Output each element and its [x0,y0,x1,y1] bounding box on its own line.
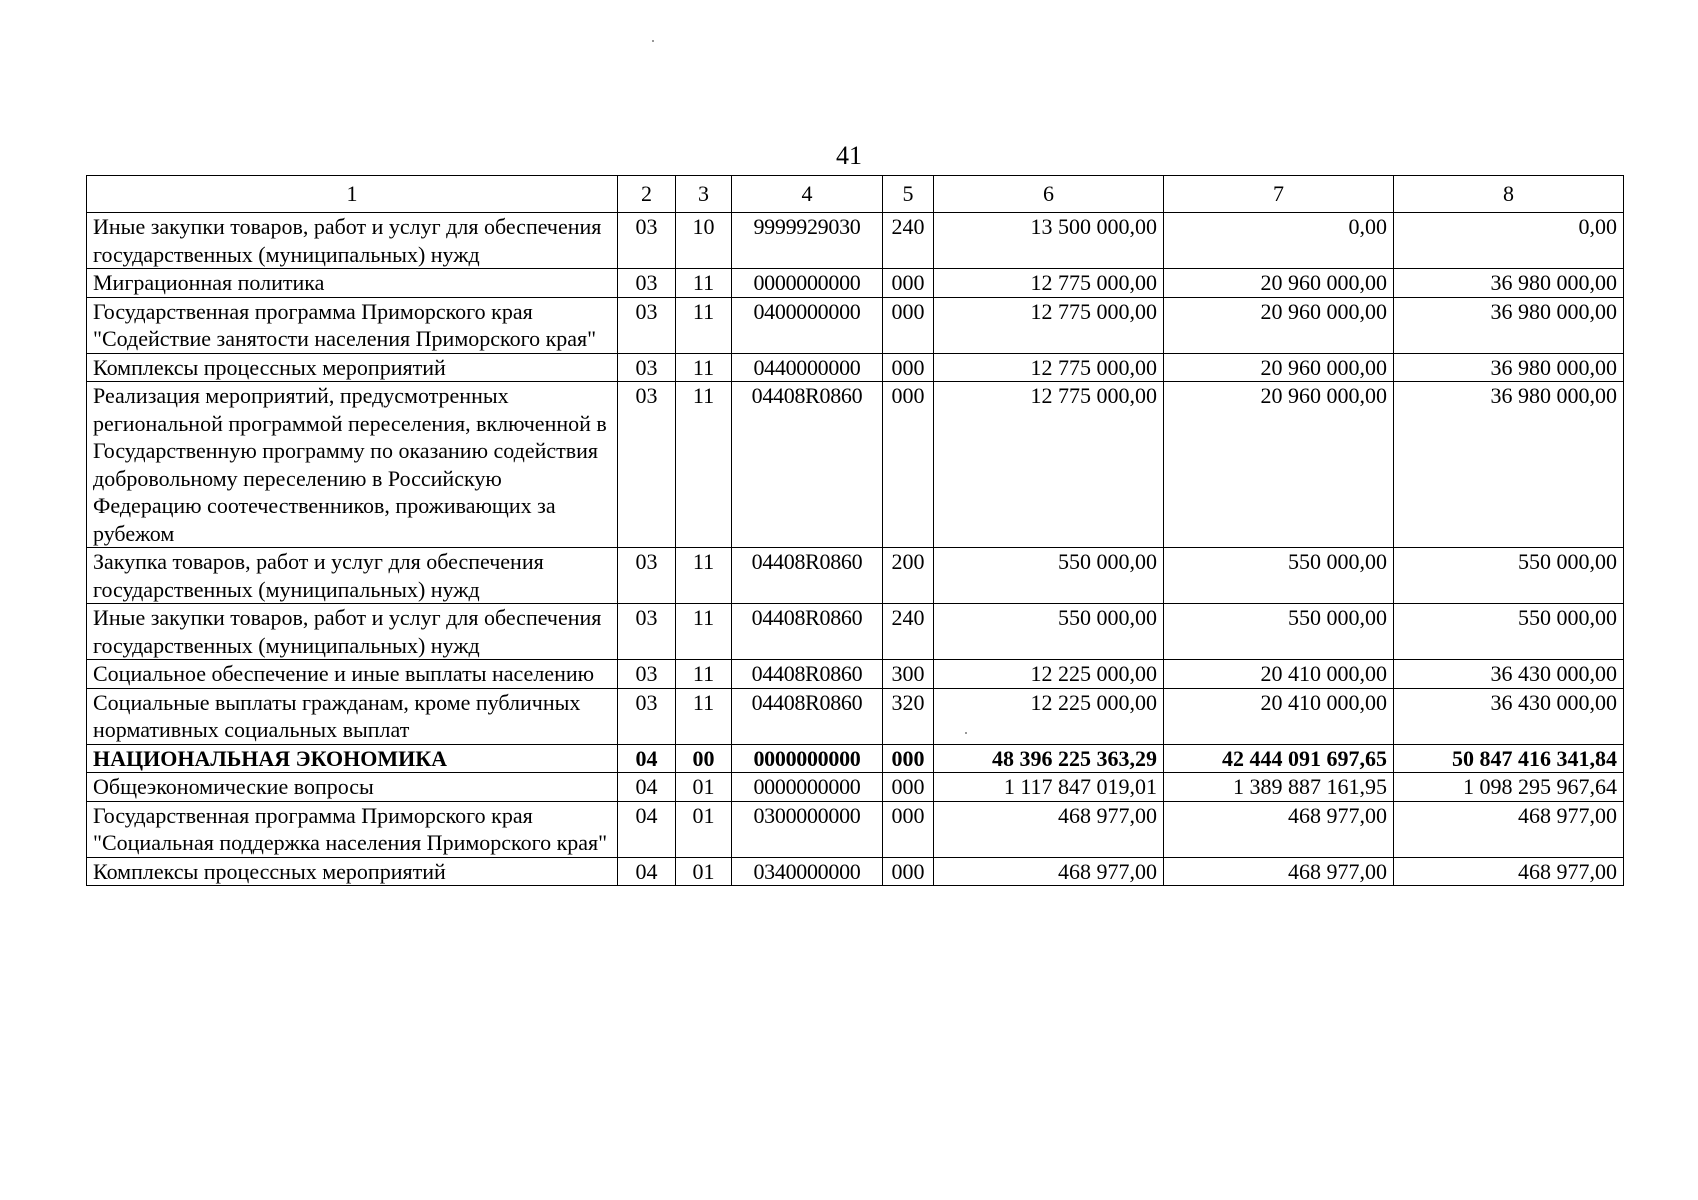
section-code-cell: 03 [618,353,676,382]
amount-col7-cell: 550 000,00 [1164,604,1394,660]
row-name-cell: Комплексы процессных мероприятий [87,857,618,886]
target-article-cell: 04408R0860 [732,604,883,660]
expense-type-cell: 000 [883,744,934,773]
target-article-cell: 0000000000 [732,744,883,773]
subsection-code-cell: 01 [676,857,732,886]
header-cell-2: 2 [618,176,676,213]
amount-col8-cell: 1 098 295 967,64 [1394,773,1624,802]
amount-col6-cell: 12 775 000,00 [934,353,1164,382]
row-name-cell: Реализация мероприятий, предусмотренных региональной программой переселения, включенной в Государственную программу по оказанию содействия добровольному переселению в Российскую Федерацию соотечественников, проживающих за рубежом [87,382,618,548]
target-article-cell: 04408R0860 [732,548,883,604]
section-code-cell: 03 [618,213,676,269]
amount-col7-cell: 468 977,00 [1164,857,1394,886]
amount-col8-cell: 50 847 416 341,84 [1394,744,1624,773]
target-article-cell: 0000000000 [732,269,883,298]
amount-col7-cell: 20 410 000,00 [1164,688,1394,744]
header-cell-1: 1 [87,176,618,213]
section-code-cell: 03 [618,382,676,548]
amount-col6-cell: 13 500 000,00 [934,213,1164,269]
subsection-code-cell: 11 [676,660,732,689]
amount-col8-cell: 36 980 000,00 [1394,382,1624,548]
row-name-cell: НАЦИОНАЛЬНАЯ ЭКОНОМИКА [87,744,618,773]
expense-type-cell: 320 [883,688,934,744]
subsection-code-cell: 11 [676,604,732,660]
subsection-code-cell: 01 [676,801,732,857]
amount-col8-cell: 550 000,00 [1394,548,1624,604]
table-row [87,744,1624,773]
table-row [87,773,1624,802]
table-row [87,660,1624,689]
table-row [87,297,1624,353]
amount-col8-cell: 36 980 000,00 [1394,269,1624,298]
section-code-cell: 04 [618,773,676,802]
amount-col6-cell: 48 396 225 363,29 [934,744,1164,773]
amount-col6-cell: 550 000,00 [934,604,1164,660]
amount-col8-cell: 36 980 000,00 [1394,353,1624,382]
subsection-code-cell: 11 [676,269,732,298]
subsection-code-cell: 11 [676,297,732,353]
table-row [87,801,1624,857]
amount-col7-cell: 20 960 000,00 [1164,353,1394,382]
expense-type-cell: 240 [883,604,934,660]
amount-col6-cell: 12 225 000,00 [934,688,1164,744]
amount-col7-cell: 20 960 000,00 [1164,269,1394,298]
target-article-cell: 0400000000 [732,297,883,353]
table-row [87,857,1624,886]
header-cell-7: 7 [1164,176,1394,213]
table-row [87,213,1624,269]
subsection-code-cell: 11 [676,353,732,382]
amount-col6-cell: 468 977,00 [934,801,1164,857]
table-row [87,548,1624,604]
expense-type-cell: 000 [883,857,934,886]
row-name-cell: Иные закупки товаров, работ и услуг для обеспечения государственных (муниципальных) нужд [87,604,618,660]
expense-type-cell: 300 [883,660,934,689]
amount-col8-cell: 36 980 000,00 [1394,297,1624,353]
row-name-cell: Миграционная политика [87,269,618,298]
target-article-cell: 0340000000 [732,857,883,886]
expense-type-cell: 000 [883,353,934,382]
table-row [87,604,1624,660]
scan-speck [965,732,967,734]
section-code-cell: 04 [618,801,676,857]
amount-col8-cell: 468 977,00 [1394,801,1624,857]
header-cell-3: 3 [676,176,732,213]
target-article-cell: 04408R0860 [732,382,883,548]
target-article-cell: 04408R0860 [732,660,883,689]
amount-col7-cell: 20 960 000,00 [1164,382,1394,548]
row-name-cell: Социальное обеспечение и иные выплаты населению [87,660,618,689]
scan-speck [652,40,654,42]
amount-col7-cell: 1 389 887 161,95 [1164,773,1394,802]
expense-type-cell: 000 [883,269,934,298]
expense-type-cell: 000 [883,801,934,857]
amount-col6-cell: 12 775 000,00 [934,269,1164,298]
subsection-code-cell: 11 [676,548,732,604]
target-article-cell: 0440000000 [732,353,883,382]
header-cell-5: 5 [883,176,934,213]
row-name-cell: Государственная программа Приморского края "Социальная поддержка населения Приморского края" [87,801,618,857]
header-cell-4: 4 [732,176,883,213]
page-number: 41 [836,141,862,170]
header-cell-8: 8 [1394,176,1624,213]
target-article-cell: 04408R0860 [732,688,883,744]
subsection-code-cell: 11 [676,382,732,548]
amount-col7-cell: 550 000,00 [1164,548,1394,604]
row-name-cell: Закупка товаров, работ и услуг для обеспечения государственных (муниципальных) нужд [87,548,618,604]
table-row [87,269,1624,298]
row-name-cell: Социальные выплаты гражданам, кроме публичных нормативных социальных выплат [87,688,618,744]
amount-col6-cell: 468 977,00 [934,857,1164,886]
amount-col7-cell: 468 977,00 [1164,801,1394,857]
section-code-cell: 03 [618,297,676,353]
header-row [87,176,1624,213]
table-row [87,382,1624,548]
section-code-cell: 03 [618,688,676,744]
amount-col7-cell: 20 410 000,00 [1164,660,1394,689]
amount-col6-cell: 12 775 000,00 [934,297,1164,353]
table-row [87,353,1624,382]
table-row [87,688,1624,744]
target-article-cell: 9999929030 [732,213,883,269]
target-article-cell: 0000000000 [732,773,883,802]
section-code-cell: 03 [618,604,676,660]
row-name-cell: Общеэкономические вопросы [87,773,618,802]
expense-type-cell: 000 [883,773,934,802]
section-code-cell: 03 [618,269,676,298]
amount-col8-cell: 0,00 [1394,213,1624,269]
amount-col6-cell: 12 775 000,00 [934,382,1164,548]
expense-type-cell: 000 [883,382,934,548]
header-cell-6: 6 [934,176,1164,213]
row-name-cell: Комплексы процессных мероприятий [87,353,618,382]
section-code-cell: 04 [618,744,676,773]
amount-col8-cell: 36 430 000,00 [1394,688,1624,744]
row-name-cell: Государственная программа Приморского края "Содействие занятости населения Приморского края" [87,297,618,353]
amount-col7-cell: 42 444 091 697,65 [1164,744,1394,773]
section-code-cell: 03 [618,660,676,689]
row-name-cell: Иные закупки товаров, работ и услуг для обеспечения государственных (муниципальных) нужд [87,213,618,269]
amount-col8-cell: 468 977,00 [1394,857,1624,886]
amount-col6-cell: 12 225 000,00 [934,660,1164,689]
expense-type-cell: 200 [883,548,934,604]
subsection-code-cell: 11 [676,688,732,744]
expense-type-cell: 240 [883,213,934,269]
amount-col7-cell: 20 960 000,00 [1164,297,1394,353]
subsection-code-cell: 10 [676,213,732,269]
subsection-code-cell: 01 [676,773,732,802]
amount-col8-cell: 550 000,00 [1394,604,1624,660]
section-code-cell: 04 [618,857,676,886]
expense-type-cell: 000 [883,297,934,353]
target-article-cell: 0300000000 [732,801,883,857]
section-code-cell: 03 [618,548,676,604]
amount-col7-cell: 0,00 [1164,213,1394,269]
amount-col6-cell: 550 000,00 [934,548,1164,604]
amount-col6-cell: 1 117 847 019,01 [934,773,1164,802]
subsection-code-cell: 00 [676,744,732,773]
budget-table [86,175,1624,886]
amount-col8-cell: 36 430 000,00 [1394,660,1624,689]
